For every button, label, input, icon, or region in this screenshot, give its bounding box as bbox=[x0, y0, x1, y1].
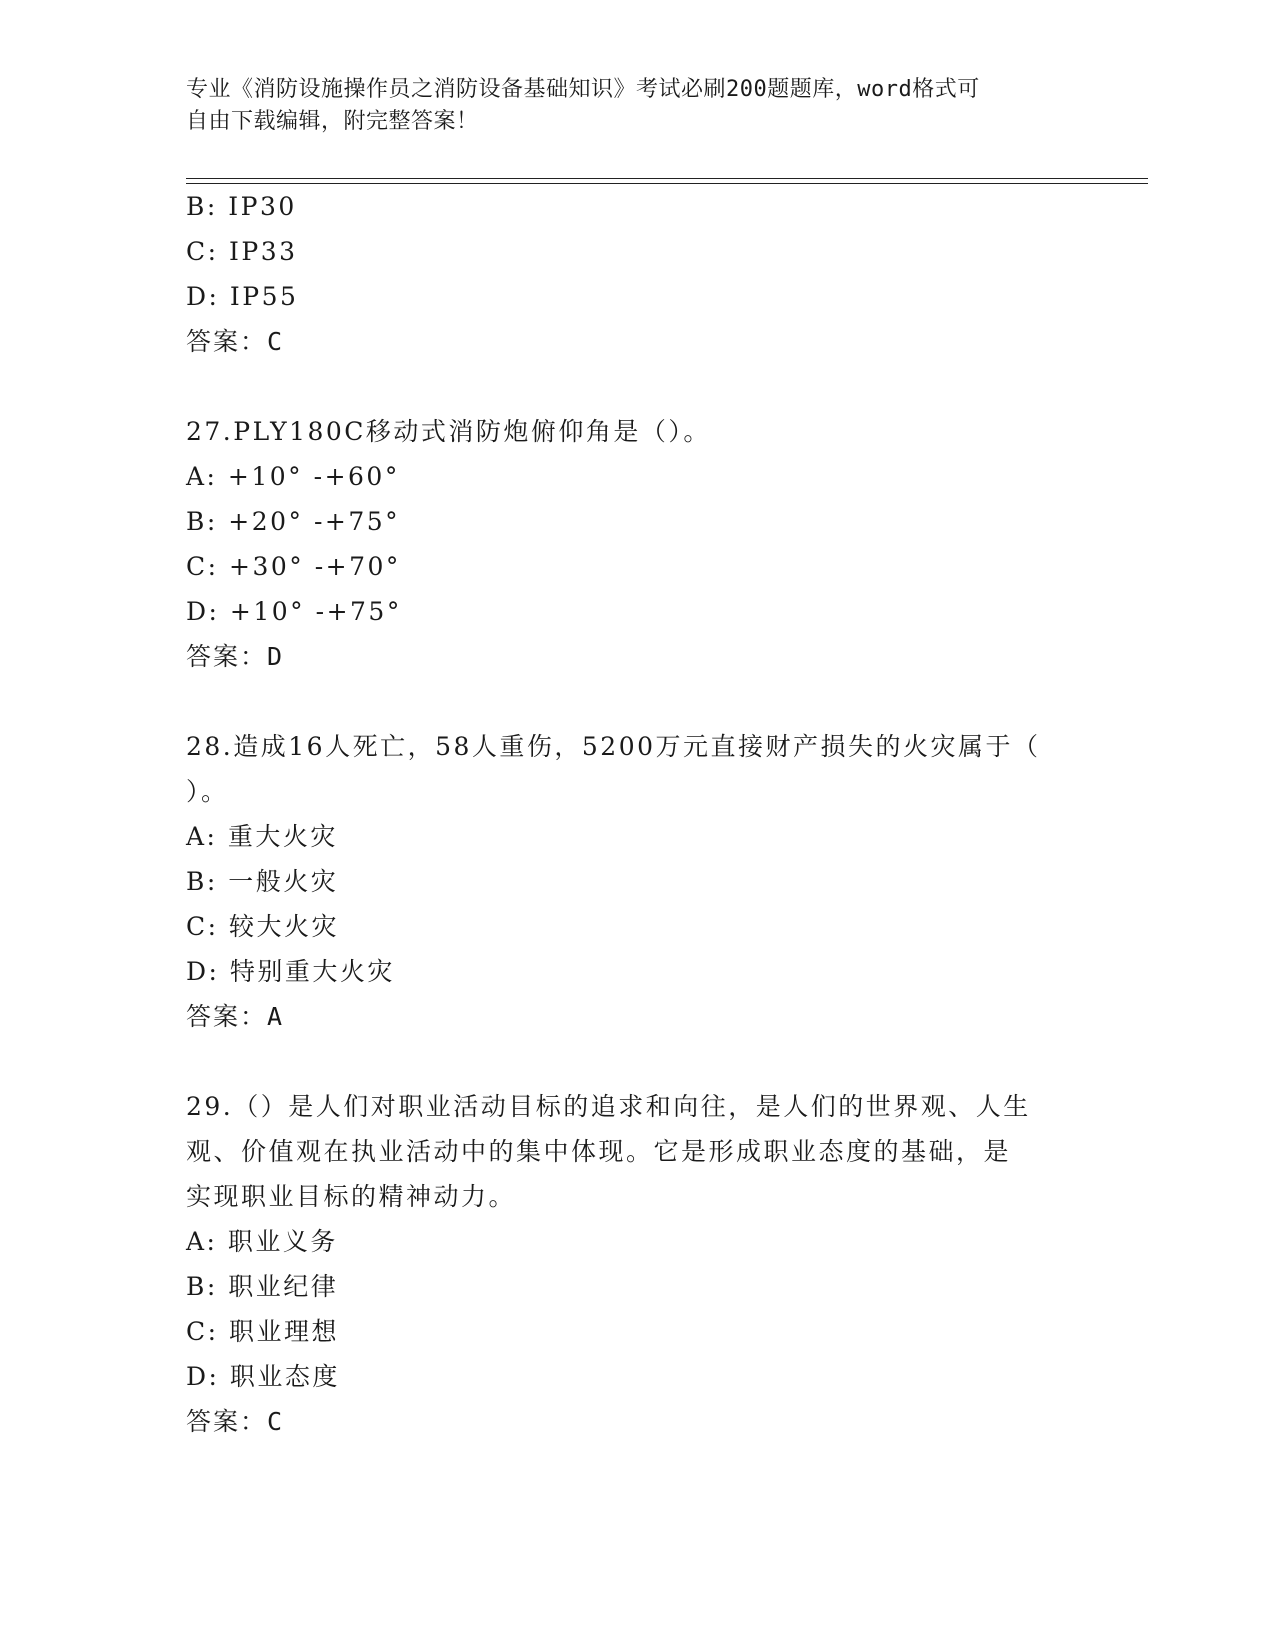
q29-answer-label: 答案： bbox=[186, 1407, 268, 1436]
q29-answer-value: C bbox=[267, 1407, 285, 1436]
q27-answer bbox=[186, 640, 284, 674]
q27-option-a: A: +10° -+60° bbox=[186, 462, 400, 491]
q29-stem-line-3: 实现职业目标的精神动力。 bbox=[186, 1182, 517, 1211]
header-title-line-1: 专业《消防设施操作员之消防设备基础知识》考试必刷200题题库，word格式可 bbox=[186, 77, 980, 102]
q28-answer-label: 答案： bbox=[186, 1002, 268, 1031]
q27-answer-label: 答案： bbox=[186, 642, 268, 671]
q29-option-d: D: 职业态度 bbox=[186, 1362, 340, 1391]
q29-option-b: B: 职业纪律 bbox=[186, 1272, 339, 1301]
q26-answer bbox=[186, 325, 284, 359]
q28-answer-value: A bbox=[267, 1002, 285, 1031]
header-divider-bottom bbox=[186, 183, 1148, 184]
q29-stem-line-1: 29.（）是人们对职业活动目标的追求和向往，是人们的世界观、人生 bbox=[186, 1092, 1031, 1121]
q28-stem-line-2: ）。 bbox=[186, 777, 229, 806]
q26-option-c: C: IP33 bbox=[186, 237, 298, 266]
q28-stem-line-1: 28.造成16人死亡，58人重伤，5200万元直接财产损失的火灾属于（ bbox=[186, 732, 1041, 761]
header-title-line-2: 自由下载编辑，附完整答案！ bbox=[186, 109, 479, 134]
q29-option-a: A: 职业义务 bbox=[186, 1227, 338, 1256]
q29-stem-line-2: 观、价值观在执业活动中的集中体现。它是形成职业态度的基础，是 bbox=[186, 1137, 1012, 1166]
q27-option-b: B: +20° -+75° bbox=[186, 507, 401, 536]
q27-answer-value: D bbox=[267, 642, 285, 671]
q28-option-c: C: 较大火灾 bbox=[186, 912, 339, 941]
q27-stem: 27.PLY180C移动式消防炮俯仰角是（）。 bbox=[186, 417, 711, 446]
q28-option-b: B: 一般火灾 bbox=[186, 867, 339, 896]
document-header bbox=[186, 74, 1066, 138]
q28-answer bbox=[186, 1000, 284, 1034]
q26-option-b: B: IP30 bbox=[186, 192, 297, 221]
q27-option-c: C: +30° -+70° bbox=[186, 552, 401, 581]
q28-option-a: A: 重大火灾 bbox=[186, 822, 338, 851]
q29-answer bbox=[186, 1405, 284, 1439]
q26-answer-value: C bbox=[267, 327, 285, 356]
q26-option-d: D: IP55 bbox=[186, 282, 299, 311]
header-divider-top bbox=[186, 178, 1148, 179]
q27-option-d: D: +10° -+75° bbox=[186, 597, 402, 626]
q29-option-c: C: 职业理想 bbox=[186, 1317, 339, 1346]
q28-option-d: D: 特别重大火灾 bbox=[186, 957, 395, 986]
q26-answer-label: 答案： bbox=[186, 327, 268, 356]
